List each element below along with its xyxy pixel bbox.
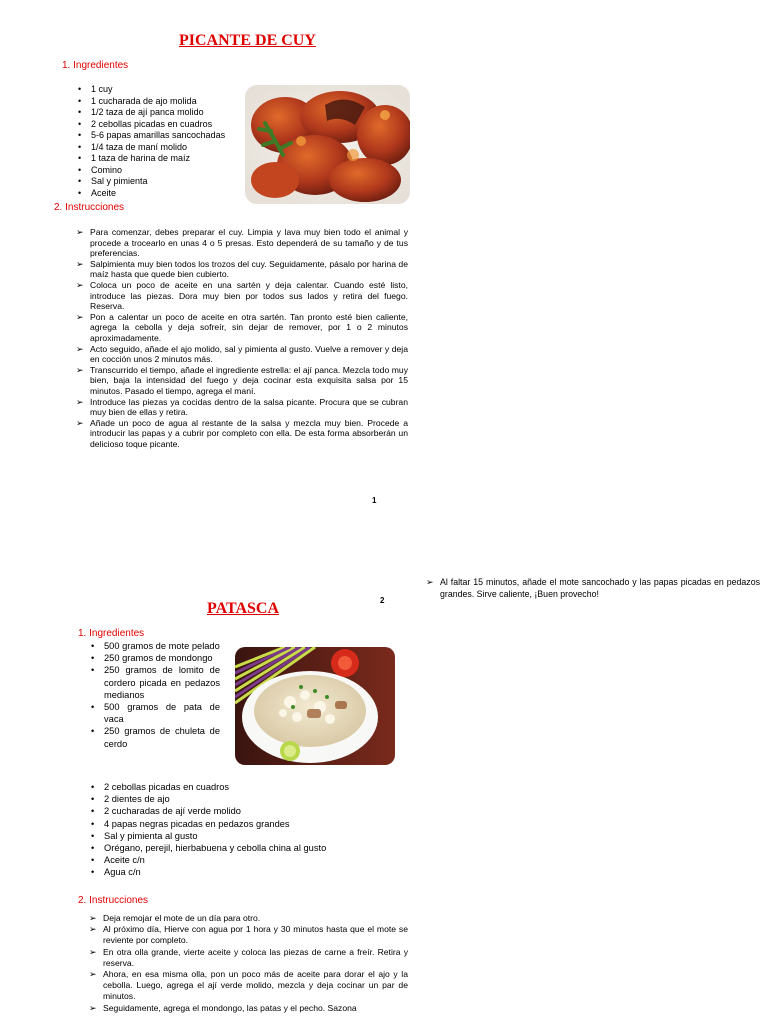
ingredient-item: • 1/2 taza de ají panca molido <box>76 107 251 119</box>
ingredient-item: • Orégano, perejil, hierbabuena y cebolla china al gusto <box>88 842 388 854</box>
instruction-step: ➢ Seguidamente, agrega el mondongo, las patas y el pecho. Sazona <box>88 1003 408 1014</box>
instructions-list <box>88 913 408 1014</box>
ingredient-item: • 4 papas negras picadas en pedazos grandes <box>88 818 388 830</box>
ingredient-item: • 250 gramos de lomito de cordero picada en pedazos medianos <box>88 664 220 701</box>
ingredient-item: • 1 cucharada de ajo molida <box>76 96 251 108</box>
instruction-step: ➢ Al próximo día, Hierve con agua por 1 hora y 30 minutos hasta que el mote se reviente por completo. <box>88 924 408 946</box>
ingredient-item: • 1 cuy <box>76 84 251 96</box>
ingredient-item: • 250 gramos de mondongo <box>88 652 220 664</box>
ingredient-item: • Aceite c/n <box>88 854 388 866</box>
instructions-heading: 2. Instrucciones <box>54 202 125 213</box>
ingredient-item: • 5-6 papas amarillas sancochadas <box>76 130 251 142</box>
ingredient-item: • Comino <box>76 165 251 177</box>
page-number: 2 <box>380 596 385 605</box>
page-title: PATASCA <box>207 600 279 617</box>
ingredient-item: • 2 cebollas picadas en cuadros <box>76 119 251 131</box>
instructions-heading: 2. Instrucciones <box>78 895 149 906</box>
instruction-step: ➢ Añade un poco de agua al restante de la salsa y mezcla muy bien. Procede a introducir las papas y a cubrir por completo con ella. De esta forma absorberán un delicioso toque picante. <box>75 418 408 450</box>
ingredient-item: • Sal y pimienta <box>76 176 251 188</box>
instruction-step: ➢ Transcurrido el tiempo, añade el ingrediente estrella: el ají panca. Mezcla todo muy bien, baja la intensidad del fuego y deja cocinar esta exquisita salsa por 15 minutos. Pasado el tiempo, agrega el maní. <box>75 365 408 397</box>
instruction-step: ➢ Para comenzar, debes preparar el cuy. Limpia y lava muy bien todo el animal y procede a trocearlo en unas 4 o 5 presas. Esto dependerá de su tamaño y de tus preferencias. <box>75 227 408 259</box>
instruction-step: ➢ Deja remojar el mote de un día para otro. <box>88 913 408 924</box>
ingredient-item: • 1/4 taza de maní molido <box>76 142 251 154</box>
continuation-list <box>425 577 760 600</box>
ingredients-list <box>76 84 251 199</box>
instruction-step: ➢ Introduce las piezas ya cocidas dentro de la salsa picante. Procura que se cubran muy bien de ellas y retira. <box>75 397 408 418</box>
ingredient-item: • 250 gramos de chuleta de cerdo <box>88 725 220 749</box>
page-title: PICANTE DE CUY <box>179 32 316 49</box>
ingredient-item: • Sal y pimienta al gusto <box>88 830 388 842</box>
ingredient-item: • 2 cucharadas de ají verde molido <box>88 805 388 817</box>
instruction-step: ➢ Coloca un poco de aceite en una sartén y deja calentar. Cuando esté listo, introduce las piezas. Dora muy bien por todos sus lados y retira del fuego. Reserva. <box>75 280 408 312</box>
ingredients-heading: 1. Ingredientes <box>62 60 129 71</box>
ingredient-item: • 500 gramos de pata de vaca <box>88 701 220 725</box>
instruction-step: ➢ Ahora, en esa misma olla, pon un poco más de aceite para dorar el ajo y la cebolla. Luego, agrega el ají verde molido, mezcla y deja cocinar un par de minutos. <box>88 969 408 1003</box>
ingredient-item: • 2 dientes de ajo <box>88 793 388 805</box>
ingredients-list-wrapped <box>88 640 220 750</box>
instruction-step: ➢ Salpimienta muy bien todos los trozos del cuy. Seguidamente, pásalo por harina de maíz hasta que quede bien cubierto. <box>75 259 408 280</box>
instruction-step: ➢ Acto seguido, añade el ajo molido, sal y pimienta al gusto. Vuelve a remover y deja en cocción unos 2 minutos más. <box>75 344 408 365</box>
ingredient-item: • Agua c/n <box>88 866 388 878</box>
instruction-step: ➢ Pon a calentar un poco de aceite en otra sartén. Tan pronto esté bien caliente, agrega la cebolla y deja sofreír, sin dejar de remover, por 1 o 2 minutos aproximadamente. <box>75 312 408 344</box>
ingredients-heading: 1. Ingredientes <box>78 628 145 639</box>
patasca-soup-photo <box>235 647 395 765</box>
ingredient-item: • Aceite <box>76 188 251 200</box>
ingredient-item: • 2 cebollas picadas en cuadros <box>88 781 388 793</box>
ingredient-item: • 1 taza de harina de maíz <box>76 153 251 165</box>
instruction-step: ➢ Al faltar 15 minutos, añade el mote sancochado y las papas picadas en pedazos grandes. Sirve caliente, ¡Buen provecho! <box>425 577 760 600</box>
ingredients-list <box>88 781 388 879</box>
fried-cuy-photo <box>245 85 410 204</box>
instructions-list <box>75 227 408 449</box>
page-number: 1 <box>372 496 377 505</box>
instruction-step: ➢ En otra olla grande, vierte aceite y coloca las piezas de carne a freír. Retira y reserva. <box>88 947 408 969</box>
ingredient-item: • 500 gramos de mote pelado <box>88 640 220 652</box>
